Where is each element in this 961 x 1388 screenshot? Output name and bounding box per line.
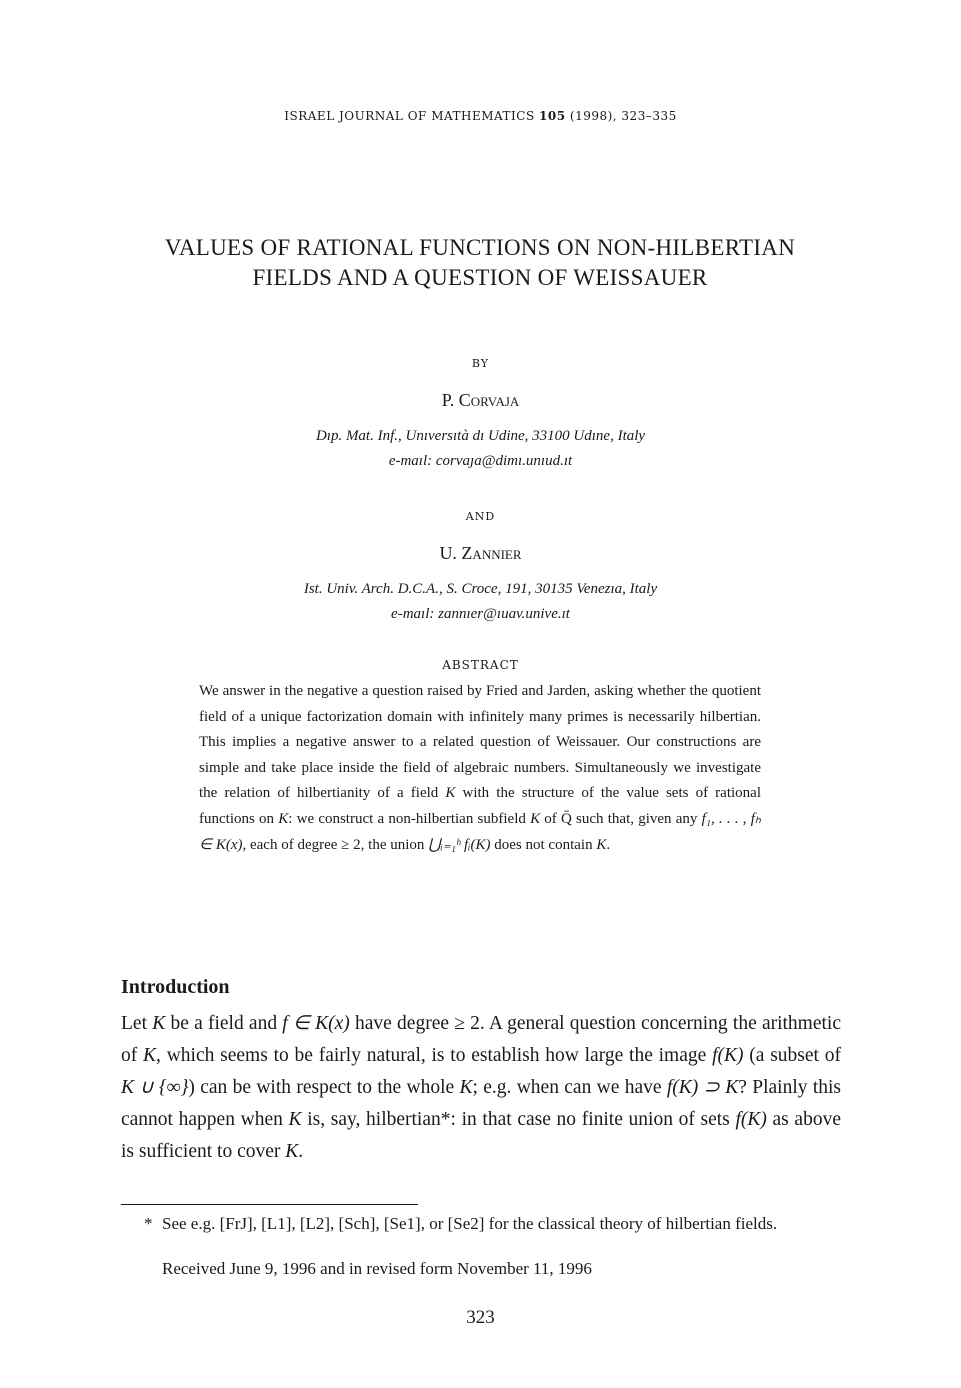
email-text: e-maıl: zannıer@ıuav.unive.ıt	[391, 606, 570, 622]
paper-title	[100, 233, 860, 293]
title-line-2: FIELDS AND A QUESTION OF WEISSAUER	[252, 265, 708, 290]
journal-name: ISRAEL JOURNAL OF MATHEMATICS	[284, 109, 535, 123]
journal-year-pages: (1998), 323–335	[569, 109, 677, 123]
journal-header	[0, 109, 961, 123]
section-heading-introduction: Introduction	[121, 976, 230, 998]
title-line-1: VALUES OF RATIONAL FUNCTIONS ON NON-HILBERTIAN	[164, 235, 796, 260]
author-affiliation-2	[0, 577, 961, 627]
author-affiliation-1	[0, 424, 961, 474]
introduction-paragraph: Let K be a field and f ∈ K(x) have degree ≥ 2. A general question concerning the arithmetic of K, which seems to be fairly natural, is to establish how large the image f(K) (a subset of K ∪ {∞}) can be with respect to the whole K; e.g. when can we have f(K) ⊃ K? Plainly this cannot happen when K is, say, hilbertian*: in that case no finite union of sets f(K) as above is sufficient to cover K.	[121, 1013, 841, 1162]
and-label: AND	[465, 510, 496, 523]
email-text: e-maıl: corvaȷa@dimı.unıud.ıt	[388, 453, 573, 469]
author-name-1: P. Corvaja	[441, 390, 520, 410]
by-label: BY	[471, 357, 490, 370]
footnote-text: See e.g. [FrJ], [L1], [L2], [Sch], [Se1], or [Se2] for the classical theory of hilbertian fields.	[162, 1214, 778, 1233]
abstract-body: We answer in the negative a question raised by Fried and Jarden, asking whether the quotient field of a unique factorization domain with infinitely many primes is necessarily hilbertian. This implies a negative answer to a related question of Weissauer. Our constructions are simple and take place inside the field of algebraic numbers. Simultaneously we investigate the relation of hilbertianity of a field K with the structure of the value sets of rational functions on K: we construct a non-hilbertian subfield K of Q̄ such that, given any f₁, . . . , fₕ ∈ K(x), each of degree ≥ 2, the union ⋃ᵢ₌₁ʰ fᵢ(K) does not contain K.	[199, 683, 761, 853]
footnote-divider	[121, 1204, 418, 1205]
journal-volume: 105	[539, 109, 566, 123]
abstract-heading: ABSTRACT	[442, 658, 519, 672]
author-name-2: U. Zannier	[439, 543, 522, 563]
affiliation-text: Ist. Univ. Arch. D.C.A., S. Croce, 191, 30135 Venezıa, Italy	[303, 581, 658, 597]
footnote	[144, 1212, 844, 1235]
footnote-marker: *	[144, 1214, 153, 1233]
received-date: Received June 9, 1996 and in revised form November 11, 1996	[162, 1259, 592, 1278]
affiliation-text: Dıp. Mat. Inf., Unıversıtà dı Udine, 33100 Udıne, Italy	[315, 428, 646, 444]
page-number: 323	[466, 1307, 495, 1328]
